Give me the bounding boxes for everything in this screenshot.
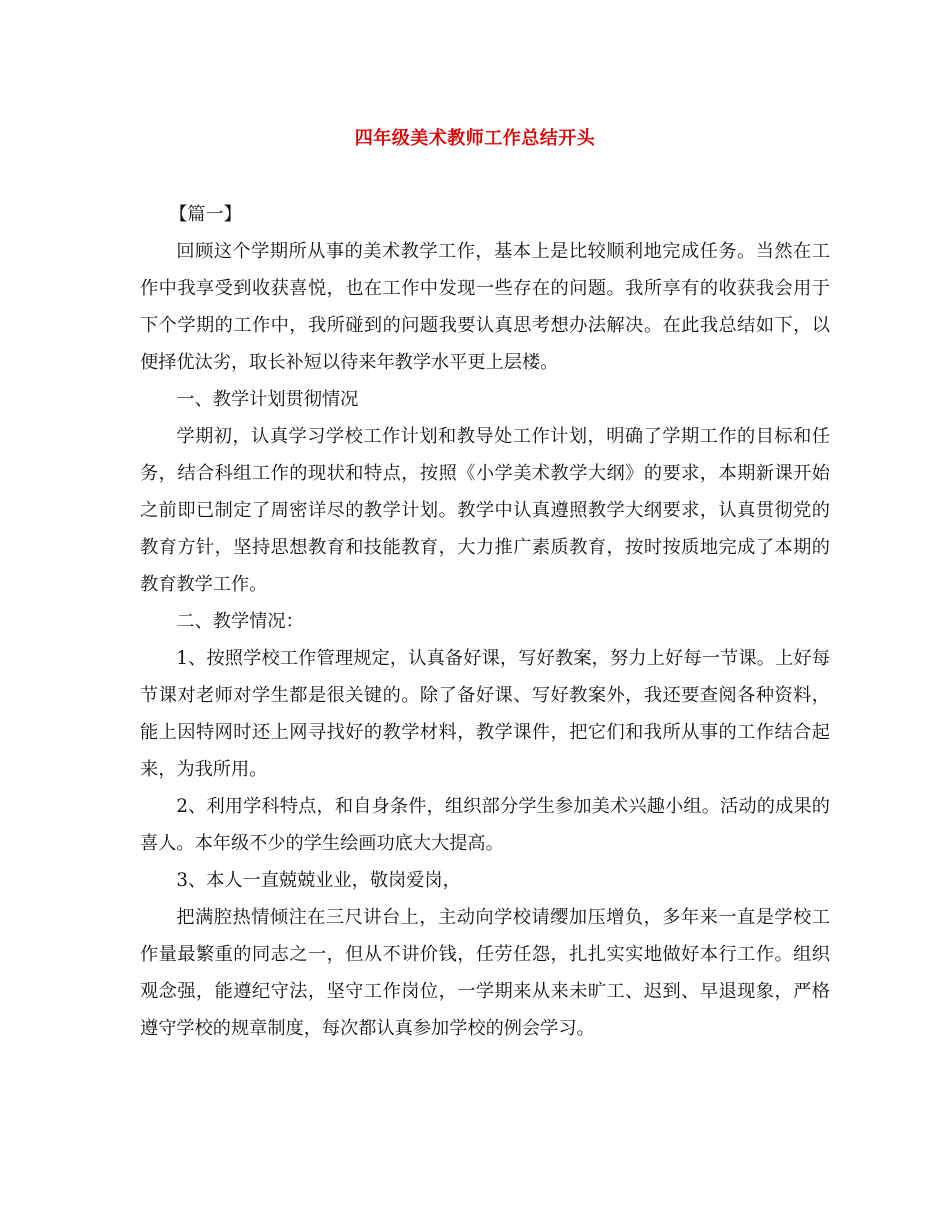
- heading-teaching-plan: 一、教学计划贯彻情况: [176, 389, 359, 410]
- document-title: 四年级美术教师工作总结开头: [354, 128, 596, 149]
- paragraph-intro: 回顾这个学期所从事的美术教学工作，基本上是比较顺利地完成任务。当然在工作中我享受到收获喜悦，也在工作中发现一些存在的问题。我所享有的收获我会用于下个学期的工作中，我所碰到的问题我要认真思考想办法解决。在此我总结如下，以便择优汰劣，取长补短以待来年教学水平更上层楼。: [140, 241, 830, 373]
- paragraph-item-3: 3、本人一直兢兢业业，敬岗爱岗，: [176, 870, 461, 891]
- section-label: 【篇一】: [169, 204, 242, 225]
- paragraph-item-1: 1、按照学校工作管理规定，认真备好课，写好教案，努力上好每一节课。上好每节课对老师对学生都是很关键的。除了备好课、写好教案外，我还要查阅各种资料，能上因特网时还上网寻找好的教学材料，教学课件，把它们和我所从事的工作结合起来，为我所用。: [140, 648, 830, 780]
- document-body: [140, 196, 830, 1047]
- paragraph-item-2: 2、利用学科特点，和自身条件，组织部分学生参加美术兴趣小组。活动的成果的喜人。本年级不少的学生绘画功底大大提高。: [140, 796, 830, 854]
- heading-teaching-situation: 二、教学情况：: [176, 611, 304, 632]
- paragraph-teaching-plan: 学期初，认真学习学校工作计划和教导处工作计划，明确了学期工作的目标和任务，结合科组工作的现状和特点，按照《小学美术教学大纲》的要求，本期新课开始之前即已制定了周密详尽的教学计划。教学中认真遵照教学大纲要求，认真贯彻党的教育方针，坚持思想教育和技能教育，大力推广素质教育，按时按质地完成了本期的教育教学工作。: [140, 426, 830, 595]
- paragraph-dedication: 把满腔热情倾注在三尺讲台上，主动向学校请缨加压增负，多年来一直是学校工作量最繁重的同志之一，但从不讲价钱，任劳任怨，扎扎实实地做好本行工作。组织观念强，能遵纪守法，坚守工作岗位，一学期来从来未旷工、迟到、早退现象，严格遵守学校的规章制度，每次都认真参加学校的例会学习。: [140, 907, 830, 1039]
